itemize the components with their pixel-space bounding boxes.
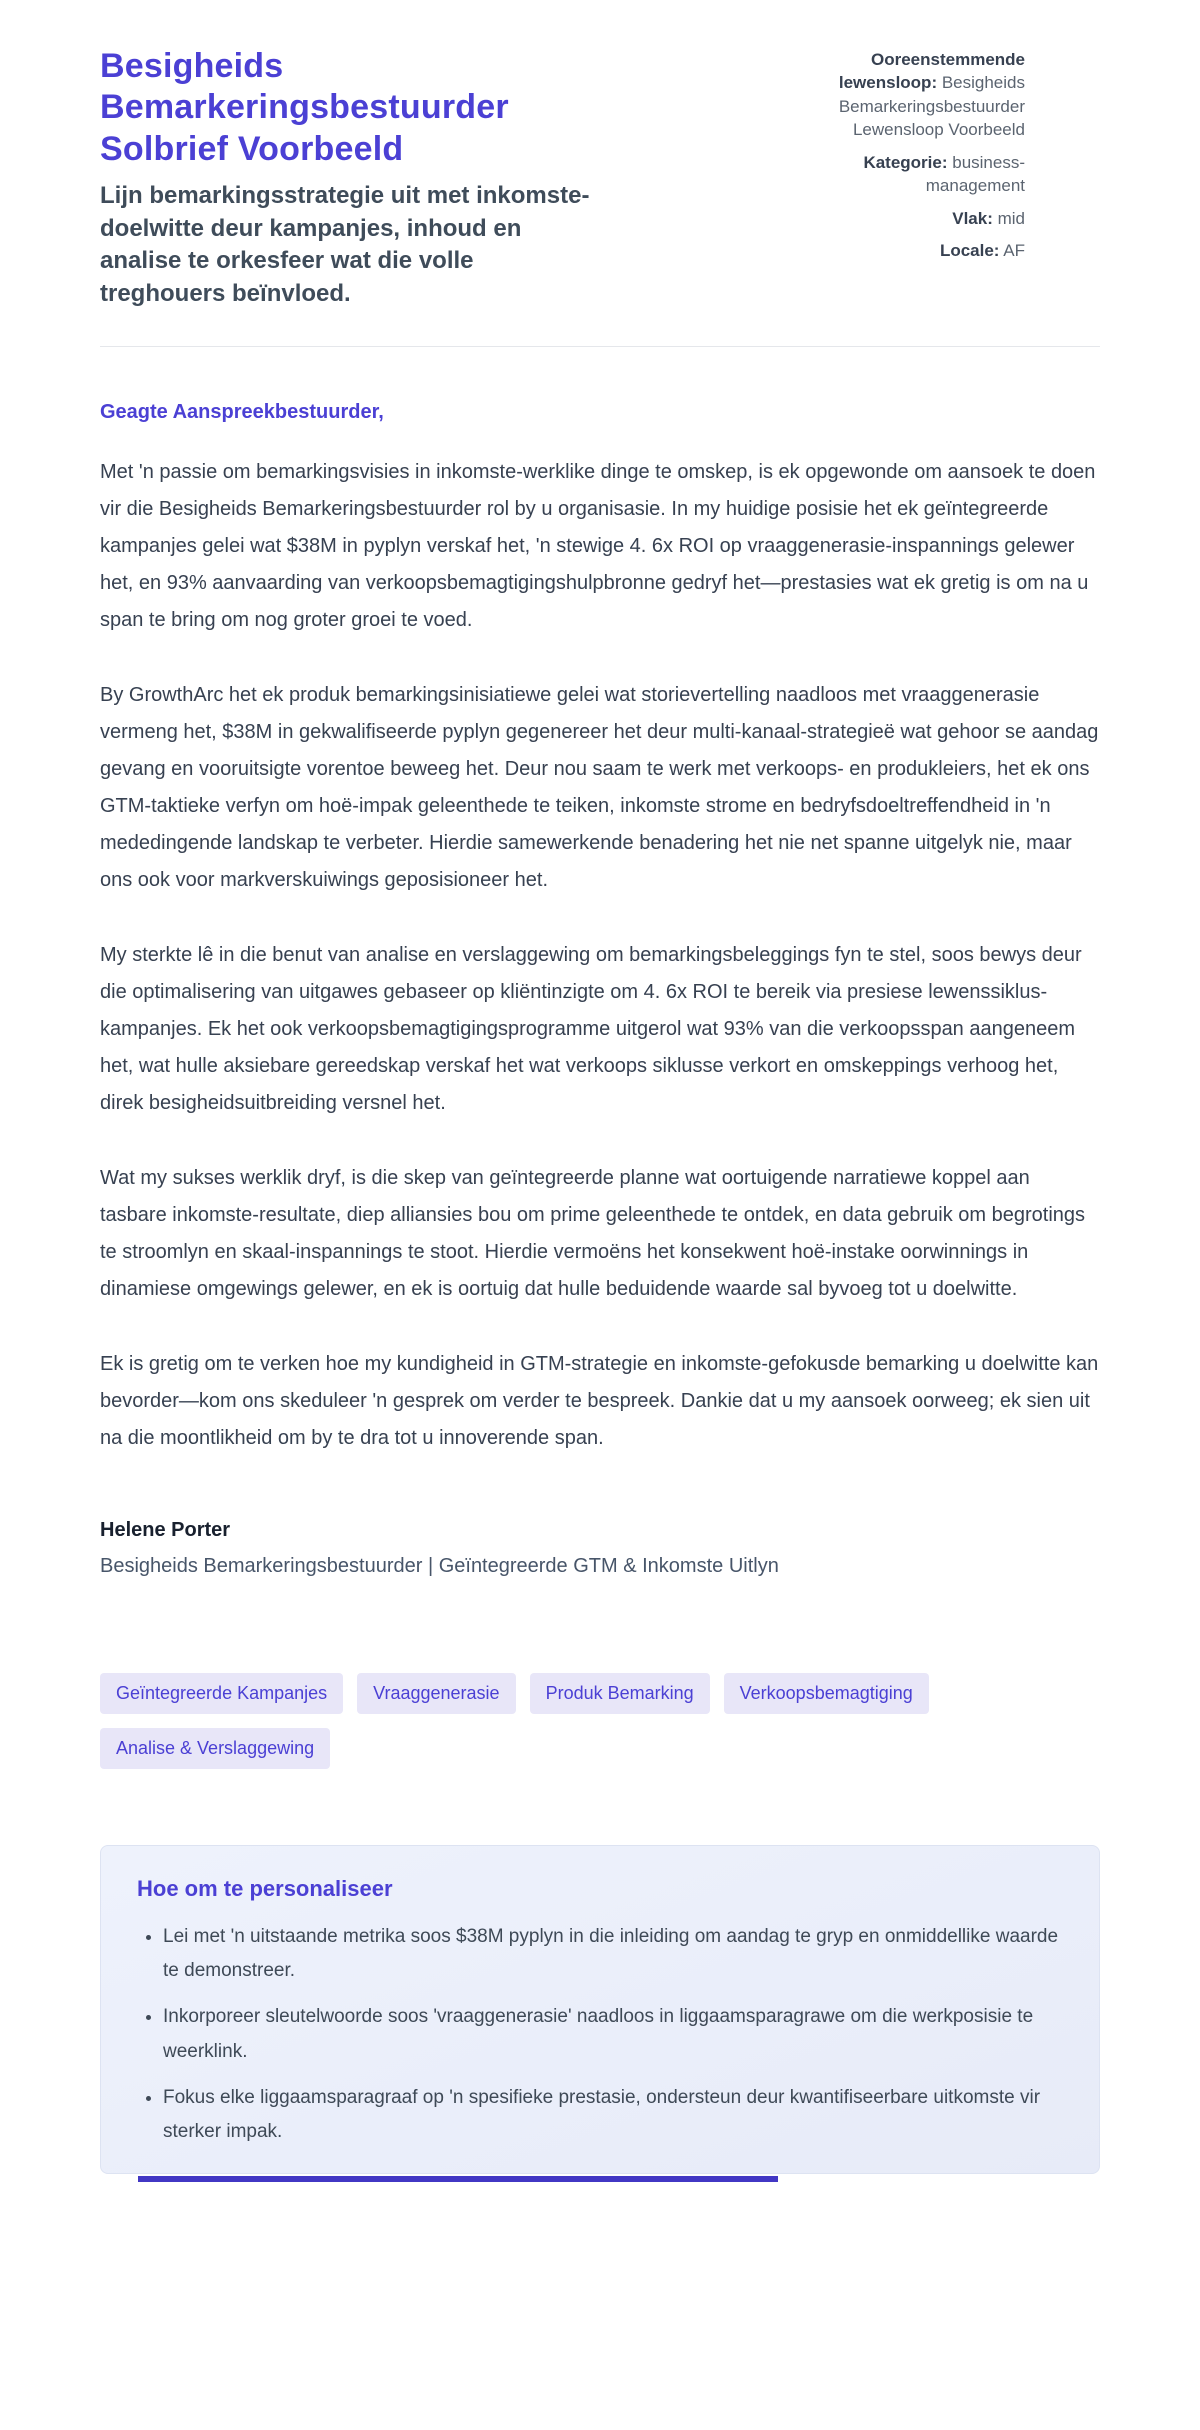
meta-level-label: Vlak: bbox=[952, 208, 993, 228]
tag-chip-product-marketing: Produk Bemarking bbox=[530, 1673, 710, 1714]
personalize-tip-1: • Lei met 'n uitstaande metrika soos $38M pyplyn in die inleiding om aandag te gryp en onmiddellike waarde te demonstreer. bbox=[163, 1920, 1063, 1988]
letter-paragraph-5: Ek is gretig om te verken hoe my kundigheid in GTM-strategie en inkomste-gefokusde bemarking u doelwitte kan bevorder—kom ons skeduleer 'n gesprek om verder te bespreek. Dankie dat u my aansoek oorweeg; ek sien uit na die moontlikheid om by te dra tot u innoverende span. bbox=[100, 1352, 1099, 1449]
personalize-tip-3: • Fokus elke liggaamsparagraaf op 'n spesifieke prestasie, ondersteun deur kwantifiseerbare uitkomste vir sterker impak. bbox=[163, 2081, 1063, 2149]
personalize-heading: Hoe om te personaliseer bbox=[137, 1875, 393, 1901]
tag-chip-demand-generation: Vraaggenerasie bbox=[357, 1673, 515, 1714]
tag-chip-sales-enablement: Verkoopsbemagtiging bbox=[724, 1673, 929, 1714]
meta-category-value: business-management bbox=[925, 152, 1025, 196]
letter-paragraph-4: Wat my sukses werklik dryf, is die skep van geïntegreerde planne wat oortuigende narratiewe koppel aan tasbare inkomste-resultate, diep alliansies bou om prime geleenthede te ontdek, en data gebruik om begrotings te stroomlyn en skaal-inspannings te stoot. Hierdie vermoëns het konsekwent hoë-instake oorwinnings in dinamiese omgewings gelewer, en ek is oortuig dat hulle beduidende waarde sal byvoeg tot u doelwitte. bbox=[100, 1166, 1086, 1300]
tag-list bbox=[100, 1673, 1100, 1769]
meta-locale bbox=[787, 239, 1025, 262]
meta-matching-resume bbox=[787, 48, 1025, 142]
page-subtitle: Lijn bemarkingsstrategie uit met inkomste-doelwitte deur kampanjes, inhoud en analise te orkesfeer wat die volle treghouers beïnvloed. bbox=[100, 182, 590, 307]
letter-greeting: Geagte Aanspreekbestuurder, bbox=[100, 400, 384, 423]
personalize-box bbox=[100, 1845, 1100, 2174]
meta-matching-resume-label: Ooreenstemmende lewensloop: bbox=[838, 50, 1025, 93]
header-title-block bbox=[100, 46, 605, 310]
personalize-tip-list bbox=[137, 1920, 1063, 2149]
tag-chip-analytics-reporting: Analise & Verslaggewing bbox=[100, 1728, 330, 1769]
signature-role: Besigheids Bemarkeringsbestuurder | Geïntegreerde GTM & Inkomste Uitlyn bbox=[100, 1554, 779, 1577]
meta-category-label: Kategorie: bbox=[863, 152, 948, 172]
meta-matching-resume-value: Besigheids Bemarkeringsbestuurder Lewensloop Voorbeeld bbox=[838, 73, 1025, 140]
cutoff-element bbox=[138, 2176, 778, 2182]
header bbox=[100, 46, 1100, 310]
tag-chip-integrated-campaigns: Geïntegreerde Kampanjes bbox=[100, 1673, 343, 1714]
header-divider bbox=[100, 346, 1100, 347]
letter-body bbox=[100, 401, 1100, 1578]
page bbox=[100, 0, 1100, 2182]
meta-locale-value: AF bbox=[999, 241, 1025, 261]
letter-paragraph-1: Met 'n passie om bemarkingsvisies in inkomste-werklike dinge te omskep, is ek opgewonde om aansoek te doen vir die Besigheids Bemarkeringsbestuurder rol by u organisasie. In my huidige posisie het ek geïntegreerde kampanjes gelei wat $38M in pyplyn verskaf het, 'n stewige 4. 6x ROI op vraaggenerasie-inspannings gelewer het, en 93% aanvaarding van verkoopsbemagtigingshulpbronne gedryf het—prestasies wat ek gretig is om na u span te bring om nog groter groei te voed. bbox=[100, 460, 1096, 631]
meta-locale-label: Locale: bbox=[939, 241, 1000, 261]
meta-level-value: mid bbox=[992, 208, 1025, 228]
signature-name: Helene Porter bbox=[100, 1518, 231, 1541]
letter-paragraph-3: My sterkte lê in die benut van analise en verslaggewing om bemarkingsbeleggings fyn te stel, soos bewys deur die optimalisering van uitgawes gebaseer op kliëntinzigte om 4. 6x ROI te bereik via presiese lewenssiklus-kampanjes. Ek het ook verkoopsbemagtigingsprogramme uitgerol wat 93% van die verkoopsspan aangeneem het, wat hulle aksiebare gereedskap verskaf het wat verkoops siklusse verkort en omskeppings verhoog het, direk besigheidsuitbreiding versnel het. bbox=[100, 943, 1082, 1114]
meta-level bbox=[787, 207, 1025, 230]
meta-category bbox=[787, 151, 1025, 198]
page-title: Besigheids Bemarkeringsbestuurder Solbrief Voorbeeld bbox=[100, 47, 509, 168]
letter-paragraph-2: By GrowthArc het ek produk bemarkingsinisiatiewe gelei wat storievertelling naadloos met vraaggenerasie vermeng het, $38M in gekwalifiseerde pyplyn gegenereer het deur multi-kanaal-strategieë wat gehoor se aandag gevang en vooruitsigte vorentoe beweeg het. Deur nou saam te werk met verkoops- en produkleiers, het ek ons GTM-taktieke verfyn om hoë-impak geleenthede te teiken, inkomste strome en bedryfsdoeltreffendheid in 'n mededingende landskap te verbeter. Hierdie samewerkende benadering het nie net spanne uitgelyk nie, maar ons ook voor markverskuiwings geposisioneer het. bbox=[100, 683, 1099, 891]
meta-panel bbox=[787, 48, 1025, 272]
personalize-tip-2: • Inkorporeer sleutelwoorde soos 'vraaggenerasie' naadloos in liggaamsparagrawe om die werkposisie te weerklink. bbox=[163, 2000, 1063, 2068]
